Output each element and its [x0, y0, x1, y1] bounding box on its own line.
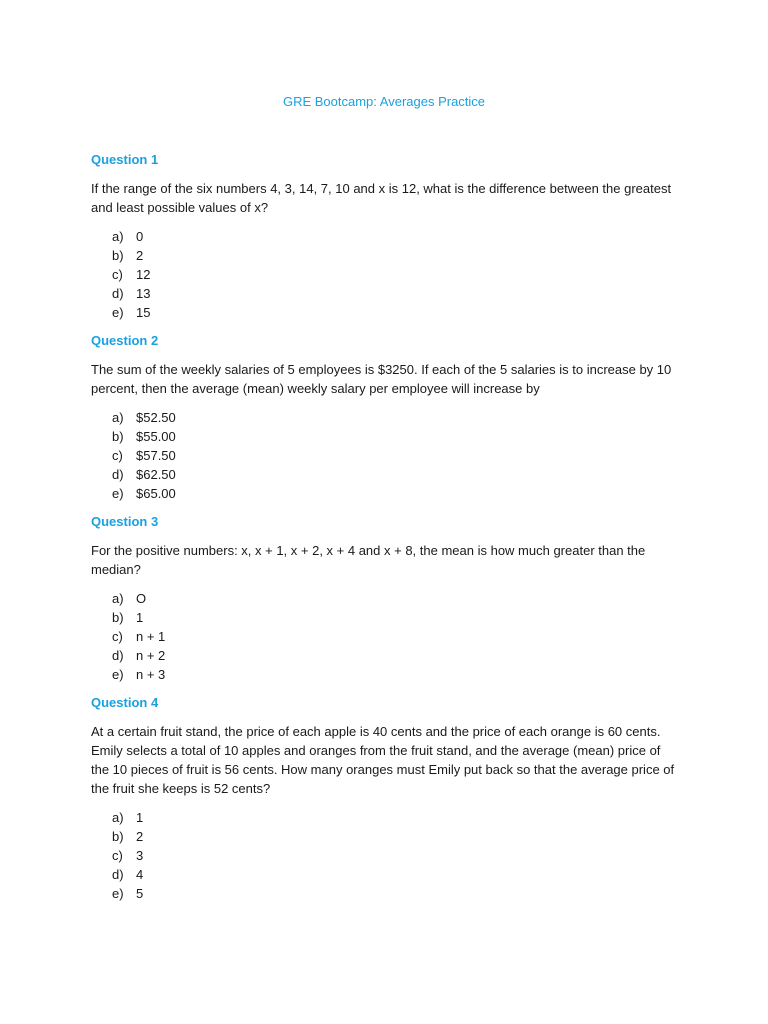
option-text: n + 2	[136, 648, 166, 663]
option-text: O	[136, 591, 147, 606]
option-letter: a)	[112, 410, 124, 425]
option-text: n + 3	[136, 667, 166, 682]
answer-option	[112, 865, 681, 884]
option-letter: d)	[112, 648, 124, 663]
answer-option	[112, 465, 681, 484]
option-text: n + 1	[136, 629, 166, 644]
option-text: 13	[136, 286, 151, 301]
option-text: 15	[136, 305, 151, 320]
answer-option	[112, 227, 681, 246]
option-text: 2	[136, 248, 144, 263]
option-letter: e)	[112, 486, 124, 501]
answer-option	[112, 884, 681, 903]
document-title: GRE Bootcamp: Averages Practice	[282, 94, 486, 109]
option-letter: a)	[112, 810, 124, 825]
option-text: 4	[136, 867, 144, 882]
option-letter: c)	[112, 448, 123, 463]
answer-option	[112, 808, 681, 827]
option-text: 3	[136, 848, 144, 863]
answer-options	[91, 589, 681, 684]
option-letter: e)	[112, 886, 124, 901]
answer-options	[91, 808, 681, 903]
answer-option	[112, 284, 681, 303]
option-letter: a)	[112, 229, 124, 244]
answer-option	[112, 446, 681, 465]
option-text: 5	[136, 886, 144, 901]
answer-option	[112, 408, 681, 427]
question-text: If the range of the six numbers 4, 3, 14, 7, 10 and x is 12, what is the difference between the greatest and least possible values of x?	[91, 181, 672, 215]
question-text: For the positive numbers: x, x + 1, x + 2, x + 4 and x + 8, the mean is how much greater than the median?	[91, 543, 646, 577]
option-letter: a)	[112, 591, 124, 606]
answer-option	[112, 427, 681, 446]
question-block	[91, 150, 681, 322]
answer-option	[112, 646, 681, 665]
question-text: At a certain fruit stand, the price of each apple is 40 cents and the price of each orange is 60 cents. Emily selects a total of 10 apples and oranges from the fruit stand, and the average (mean) price of the 10 pieces of fruit is 56 cents. How many oranges must Emily put back so that the average price of the fruit she keeps is 52 cents?	[91, 724, 675, 796]
option-letter: c)	[112, 629, 123, 644]
option-letter: b)	[112, 610, 124, 625]
question-block	[91, 512, 681, 684]
option-letter: b)	[112, 248, 124, 263]
question-heading: Question 3	[91, 514, 159, 529]
option-letter: b)	[112, 829, 124, 844]
question-heading: Question 1	[91, 152, 159, 167]
option-letter: c)	[112, 848, 123, 863]
option-letter: e)	[112, 667, 124, 682]
question-block	[91, 693, 681, 903]
option-letter: b)	[112, 429, 124, 444]
option-letter: d)	[112, 467, 124, 482]
option-text: $62.50	[136, 467, 176, 482]
option-text: 0	[136, 229, 144, 244]
option-letter: d)	[112, 286, 124, 301]
option-text: 12	[136, 267, 151, 282]
answer-option	[112, 589, 681, 608]
answer-option	[112, 246, 681, 265]
answer-option	[112, 303, 681, 322]
answer-option	[112, 627, 681, 646]
question-block	[91, 331, 681, 503]
answer-option	[112, 846, 681, 865]
answer-options	[91, 227, 681, 322]
answer-option	[112, 827, 681, 846]
option-letter: d)	[112, 867, 124, 882]
answer-option	[112, 265, 681, 284]
answer-option	[112, 484, 681, 503]
question-heading: Question 2	[91, 333, 159, 348]
option-text: $52.50	[136, 410, 176, 425]
option-text: 1	[136, 810, 144, 825]
option-text: $57.50	[136, 448, 176, 463]
option-text: $65.00	[136, 486, 176, 501]
answer-options	[91, 408, 681, 503]
answer-option	[112, 608, 681, 627]
option-text: $55.00	[136, 429, 176, 444]
question-heading: Question 4	[91, 695, 159, 710]
option-letter: c)	[112, 267, 123, 282]
option-text: 2	[136, 829, 144, 844]
answer-option	[112, 665, 681, 684]
option-letter: e)	[112, 305, 124, 320]
option-text: 1	[136, 610, 144, 625]
question-text: The sum of the weekly salaries of 5 employees is $3250. If each of the 5 salaries is to increase by 10 percent, then the average (mean) weekly salary per employee will increase by	[91, 362, 672, 396]
